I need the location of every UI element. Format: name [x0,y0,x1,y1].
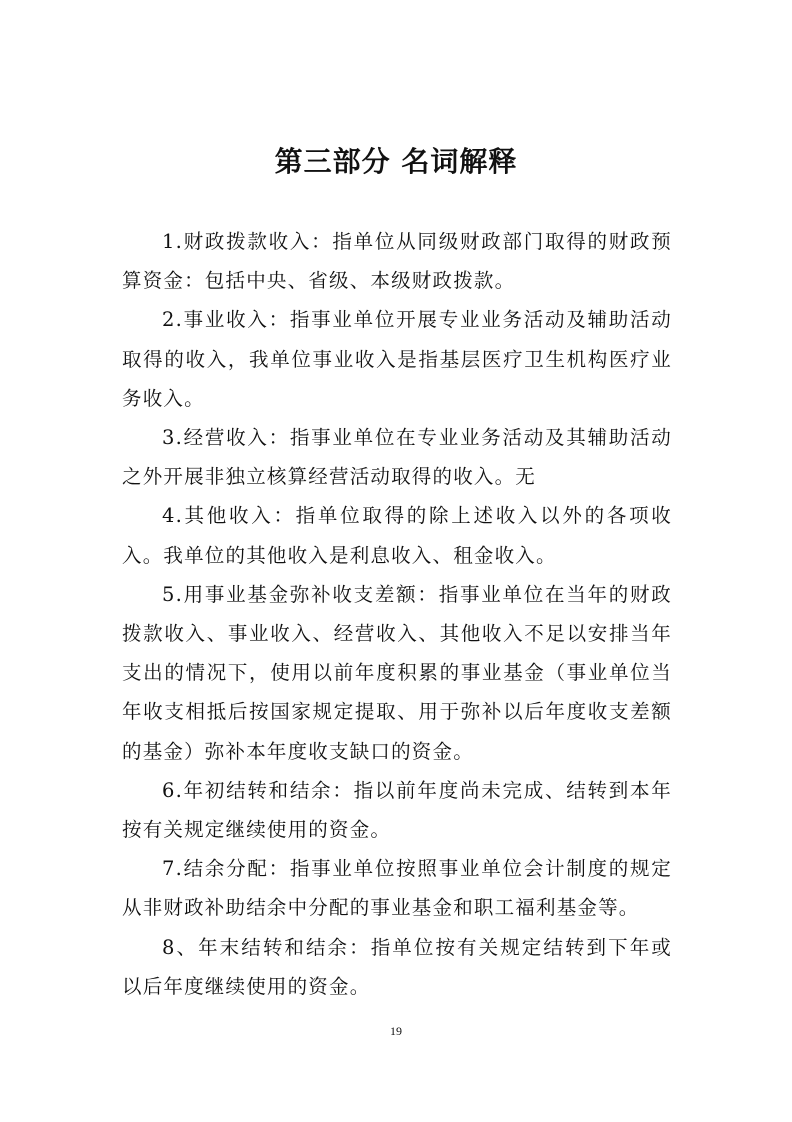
paragraph-surplus-distribution: 7.结余分配：指事业单位按照事业单位会计制度的规定从非财政补助结余中分配的事业基金和职工福利基金等。 [122,857,672,920]
page-title: 第三部分 名词解释 [274,145,518,178]
paragraph-beginning-carryover: 6.年初结转和结余：指以前年度尚未完成、结转到本年按有关规定继续使用的资金。 [122,778,672,842]
paragraph-business-fund-offset: 5.用事业基金弥补收支差额：指事业单位在当年的财政拨款收入、事业收入、经营收入、其他收入不足以安排当年支出的情况下，使用以前年度积累的事业基金（事业单位当年收支相抵后按国家规定提取、用于弥补以后年度收支差额的基金）弥补本年度收支缺口的资金。 [122,582,672,763]
paragraph-ending-carryover: 8、年末结转和结余：指单位按有关规定结转到下年或以后年度继续使用的资金。 [122,935,672,998]
document-body [122,222,672,1006]
paragraph-business-income: 2.事业收入：指事业单位开展专业业务活动及辅助活动取得的收入，我单位事业收入是指基层医疗卫生机构医疗业务收入。 [122,308,672,410]
paragraph-operating-income: 3.经营收入：指事业单位在专业业务活动及其辅助活动之外开展非独立核算经营活动取得的收入。无 [122,426,672,489]
paragraph-other-income: 4.其他收入：指单位取得的除上述收入以外的各项收入。我单位的其他收入是利息收入、租金收入。 [122,504,672,567]
page-number: 19 [390,1024,402,1038]
paragraph-fiscal-appropriation-income: 1.财政拨款收入：指单位从同级财政部门取得的财政预算资金：包括中央、省级、本级财政拨款。 [122,230,672,293]
